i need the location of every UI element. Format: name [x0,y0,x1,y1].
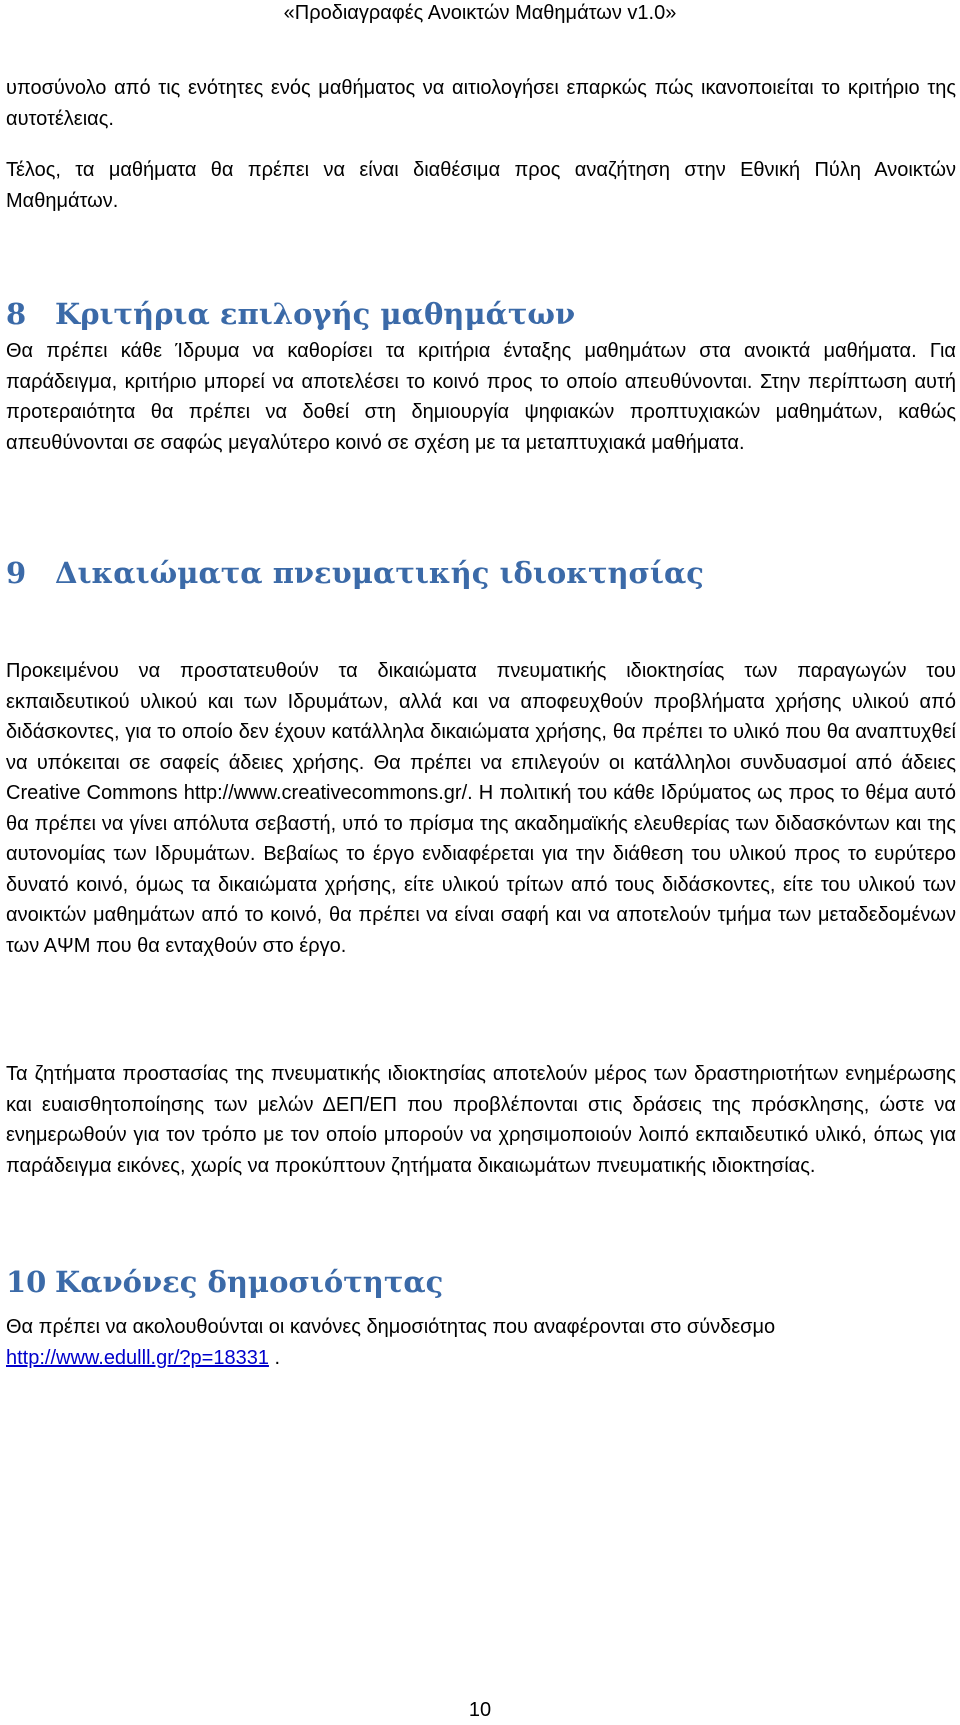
section-number: 10 [6,1265,47,1299]
paragraph-text-main: Θα πρέπει να ακολουθούνται οι κανόνες δημοσιότητας που αναφέρονται στο σύνδεσμο [6,1316,776,1338]
section-8-paragraph [6,336,956,458]
link-trailing-text: . [268,1346,281,1369]
section-9-paragraph-2 [6,1059,956,1181]
section-9-paragraph-1 [6,656,956,961]
section-10-heading [6,1264,956,1300]
section-title: Κριτήρια επιλογής μαθημάτων [55,297,576,331]
paragraph-text: υποσύνολο από τις ενότητες ενός μαθήματος να αιτιολογήσει επαρκώς πώς ικανοποιείται το κριτήριο της αυτοτέλειας. [6,77,956,130]
section-10-paragraph [6,1312,956,1373]
section-number: 9 [6,556,27,590]
running-header: «Προδιαγραφές Ανοικτών Μαθημάτων v1.0» [283,2,677,24]
paragraph-text: Τέλος, τα μαθήματα θα πρέπει να είναι διαθέσιμα προς αναζήτηση στην Εθνική Πύλη Ανοικτών Μαθημάτων. [6,159,956,212]
section-8-heading [6,296,956,332]
publicity-rules-link[interactable]: http://www.edulll.gr/?p=18331 [6,1346,269,1369]
section-number: 8 [6,297,27,331]
intro-paragraph-2 [6,155,956,216]
page-number: 10 [468,1699,492,1721]
paragraph-text: Τα ζητήματα προστασίας της πνευματικής ιδιοκτησίας αποτελούν μέρος των δραστηριοτήτων ενημέρωσης και ευαισθητοποίησης των μελών ΔΕΠ/ΕΠ που προβλέπονται στις δράσεις της πρόσκλησης, ώστε να ενημερωθούν για τον τρόπο με τον οποίο μπορούν να χρησιμοποιούν λοιπό εκπαιδευτικό υλικό, όπως για παράδειγμα εικόνες, χωρίς να προκύπτουν ζητήματα δικαιωμάτων πνευματικής ιδιοκτησίας. [6,1063,956,1177]
paragraph-text: Θα πρέπει κάθε Ίδρυμα να καθορίσει τα κριτήρια ένταξης μαθημάτων στα ανοικτά μαθήματα. Για παράδειγμα, κριτήριο μπορεί να αποτελέσει το κοινό προς το οποίο απευθύνονται. Στην περίπτωση αυτή προτεραιότητα θα πρέπει να δοθεί στη δημιουργία ψηφιακών προπτυχιακών μαθημάτων, καθώς απευθύνονται σε σαφώς μεγαλύτερο κοινό σε σχέση με τα μεταπτυχιακά μαθήματα. [6,340,956,454]
section-title: Κανόνες δημοσιότητας [55,1265,444,1299]
section-title: Δικαιώματα πνευματικής ιδιοκτησίας [55,556,704,590]
intro-paragraph-1 [6,73,956,134]
paragraph-text: Προκειμένου να προστατευθούν τα δικαιώματα πνευματικής ιδιοκτησίας των παραγωγών του εκπαιδευτικού υλικού και των Ιδρυμάτων, αλλά και να αποφευχθούν προβλήματα χρήσης υλικού από διδάσκοντες, για το οποίο δεν έχουν κατάλληλα δικαιώματα χρήσης, θα πρέπει το υλικό που θα αναπτυχθεί να υπόκειται σε σαφείς άδειες χρήσης. Θα πρέπει να επιλεγούν οι κατάλληλοι συνδυασμοί από άδειες Creative Commons http://www.creativecommons.gr/. Η πολιτική του κάθε Ιδρύματος ως προς το θέμα αυτό θα πρέπει να γίνει απόλυτα σεβαστή, υπό το πρίσμα της ακαδημαϊκής ελευθερίας των διδασκόντων και της αυτονομίας των Ιδρυμάτων. Βεβαίως το έργο ενδιαφέρεται για την διάθεση του υλικού προς το ευρύτερο δυνατό κοινό, όμως τα δικαιώματα χρήσης, είτε υλικού τρίτων από τους διδάσκοντες, είτε του υλικού των ανοικτών μαθημάτων από το κοινό, θα πρέπει να είναι σαφή και να αποτελούν τμήμα των μεταδεδομένων των ΑΨΜ που θα ενταχθούν στο έργο. [6,660,956,957]
section-9-heading [6,555,956,591]
paragraph-text [6,1312,956,1373]
